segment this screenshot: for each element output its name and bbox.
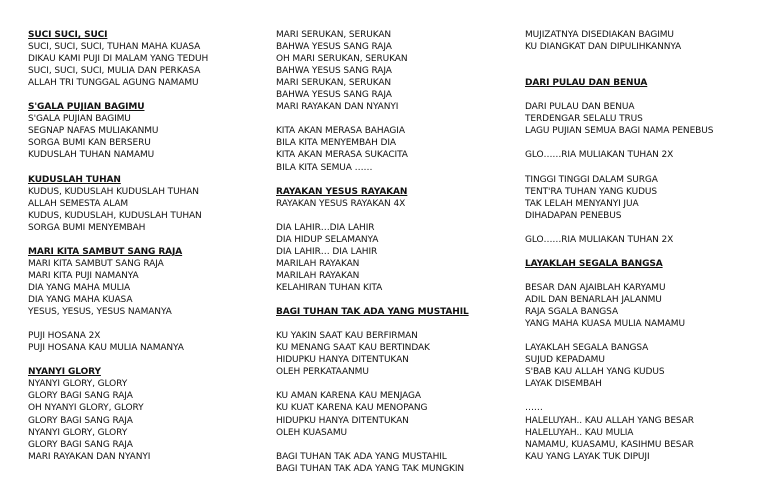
lyric-line: BAHWA YESUS SANG RAJA — [276, 42, 392, 53]
song-title: SUCI SUCI, SUCI — [28, 30, 108, 40]
lyric-line: …… — [525, 403, 543, 414]
lyric-line: HIDUPKU HANYA DITENTUKAN — [276, 355, 409, 366]
lyric-line: OH MARI SERUKAN, SERUKAN — [276, 54, 408, 65]
lyric-line: MARI KITA PUJI NAMANYA — [28, 270, 139, 281]
lyric-line: HALELUYAH.. KAU ALLAH YANG BESAR — [525, 415, 694, 426]
blank-line — [28, 318, 273, 330]
lyric-line: NYANYI GLORY, GLORY — [28, 427, 128, 438]
lyric-line: SUCI, SUCI, SUCI, MULIA DAN PERKASA — [28, 66, 201, 77]
lyric-line: MARI RAYAKAN DAN NYANYI — [276, 102, 399, 113]
blank-line — [28, 89, 273, 101]
lyric-line: SUJUD KEPADAMU — [525, 355, 605, 366]
blank-line — [525, 222, 765, 234]
lyric-line: DIHADAPAN PENEBUS — [525, 210, 622, 221]
lyric-line: YESUS, YESUS, YESUS NAMANYA — [28, 307, 172, 318]
lyric-line: NYANYI GLORY, GLORY — [28, 379, 128, 390]
blank-line — [525, 137, 765, 149]
blank-line — [525, 390, 765, 402]
blank-line — [525, 162, 765, 174]
lyric-line: GLO……RIA MULIAKAN TUHAN 2X — [525, 150, 674, 161]
lyric-line: KU KUAT KARENA KAU MENOPANG — [276, 403, 428, 414]
lyric-line: KUDUS, KUDUSLAH, KUDUSLAH TUHAN — [28, 210, 202, 221]
blank-line — [525, 89, 765, 101]
lyric-line: HIDUPKU HANYA DITENTUKAN — [276, 415, 409, 426]
lyric-line: KU DIANGKAT DAN DIPULIHKANNYA — [525, 42, 682, 53]
lyric-line: PUJI HOSANA KAU MULIA NAMANYA — [28, 343, 184, 354]
lyric-line: BILA KITA MENYEMBAH DIA — [276, 138, 396, 149]
lyric-line: DIA LAHIR… DIA LAHIR — [276, 246, 378, 257]
lyric-line: MARILAH RAYAKAN — [276, 258, 360, 269]
song-title: LAYAKLAH SEGALA BANGSA — [525, 258, 663, 269]
lyric-line: GLORY BAGI SANG RAJA — [28, 391, 133, 402]
lyric-line: OLEH KUASAMU — [276, 427, 348, 438]
lyric-line: DIA LAHIR…DIA LAHIR — [276, 222, 375, 233]
blank-line — [525, 53, 765, 65]
lyric-line: KAU YANG LAYAK TUK DIPUJI — [525, 451, 650, 462]
lyric-line: BESAR DAN AJAIBLAH KARYAMU — [525, 282, 666, 293]
lyric-line: BAHWA YESUS SANG RAJA — [276, 66, 392, 77]
blank-line — [276, 318, 521, 330]
lyric-line: ALLAH SEMESTA ALAM — [28, 198, 129, 209]
lyric-line: KU AMAN KARENA KAU MENJAGA — [276, 391, 421, 402]
blank-line — [525, 246, 765, 258]
lyric-line: OH NYANYI GLORY, GLORY — [28, 403, 144, 414]
blank-line — [525, 330, 765, 342]
lyric-line: RAYAKAN YESUS RAYAKAN 4X — [276, 198, 406, 209]
lyric-line: GLO……RIA MULIAKAN TUHAN 2X — [525, 234, 674, 245]
lyric-line: DIA HIDUP SELAMANYA — [276, 234, 379, 245]
lyric-line: KU YAKIN SAAT KAU BERFIRMAN — [276, 331, 418, 342]
lyric-line: RAJA SGALA BANGSA — [525, 307, 619, 318]
lyric-line: KELAHIRAN TUHAN KITA — [276, 282, 383, 293]
blank-line — [276, 378, 521, 390]
blank-line — [276, 439, 521, 451]
blank-line — [276, 210, 521, 222]
lyric-line: MARI SERUKAN, SERUKAN — [276, 30, 392, 40]
lyric-line: GLORY BAGI SANG RAJA — [28, 439, 133, 450]
lyric-line: LAGU PUJIAN SEMUA BAGI NAMA PENEBUS — [525, 126, 714, 137]
lyric-line: HALELUYAH.. KAU MULIA — [525, 427, 634, 438]
lyric-line: DIA YANG MAHA KUASA — [28, 295, 133, 306]
blank-line — [276, 174, 521, 186]
lyrics-column-3 — [525, 29, 765, 463]
lyric-line: MARI KITA SAMBUT SANG RAJA — [28, 258, 164, 269]
lyric-line: TENT'RA TUHAN YANG KUDUS — [525, 186, 657, 197]
lyric-line: KU MENANG SAAT KAU BERTINDAK — [276, 343, 430, 354]
song-title: MARI KITA SAMBUT SANG RAJA — [28, 246, 183, 257]
song-title: KUDUSLAH TUHAN — [28, 174, 121, 185]
lyrics-column-2 — [276, 29, 521, 475]
lyric-line: SORGA BUMI KAN BERSERU — [28, 138, 151, 149]
lyric-line: MUJIZATNYA DISEDIAKAN BAGIMU — [525, 30, 674, 40]
lyric-line: MARI SERUKAN, SERUKAN — [276, 78, 392, 89]
lyric-line: SEGNAP NAFAS MULIAKANMU — [28, 126, 159, 137]
song-title: DARI PULAU DAN BENUA — [525, 78, 648, 89]
blank-line — [525, 270, 765, 282]
lyric-line: DIA YANG MAHA MULIA — [28, 282, 131, 293]
lyric-line: ALLAH TRI TUNGGAL AGUNG NAMAMU — [28, 78, 199, 89]
lyric-line: BAGI TUHAN TAK ADA YANG MUSTAHIL — [276, 451, 447, 462]
blank-line — [28, 234, 273, 246]
lyric-line: BAHWA YESUS SANG RAJA — [276, 90, 392, 101]
lyric-line: LAYAKLAH SEGALA BANGSA — [525, 343, 649, 354]
lyric-line: S'BAB KAU ALLAH YANG KUDUS — [525, 367, 665, 378]
lyric-line: BILA KITA SEMUA …… — [276, 162, 373, 173]
song-title: RAYAKAN YESUS RAYAKAN — [276, 186, 408, 197]
lyric-line: OLEH PERKATAANMU — [276, 367, 369, 378]
lyric-line: DARI PULAU DAN BENUA — [525, 102, 635, 113]
song-title: S'GALA PUJIAN BAGIMU — [28, 102, 145, 113]
lyric-line: SORGA BUMI MENYEMBAH — [28, 222, 146, 233]
lyric-line: TERDENGAR SELALU TRUS — [525, 114, 643, 125]
lyric-line: SUCI, SUCI, SUCI, TUHAN MAHA KUASA — [28, 42, 201, 53]
lyric-line: ADIL DAN BENARLAH JALANMU — [525, 295, 662, 306]
blank-line — [525, 65, 765, 77]
blank-line — [276, 113, 521, 125]
lyric-line: DIKAU KAMI PUJI DI MALAM YANG TEDUH — [28, 54, 209, 65]
lyrics-column-1 — [28, 29, 273, 463]
lyric-line: TINGGI TINGGI DALAM SURGA — [525, 174, 658, 185]
lyric-line: BAGI TUHAN TAK ADA YANG TAK MUNGKIN — [276, 463, 465, 474]
lyric-line: LAYAK DISEMBAH — [525, 379, 602, 390]
song-title: NYANYI GLORY — [28, 367, 101, 378]
lyric-line: PUJI HOSANA 2X — [28, 331, 101, 342]
lyric-line: TAK LELAH MENYANYI JUA — [525, 198, 639, 209]
lyric-line: MARILAH RAYAKAN — [276, 270, 360, 281]
blank-line — [276, 294, 521, 306]
lyric-line: KITA AKAN MERASA SUKACITA — [276, 150, 408, 161]
lyric-line: NAMAMU, KUASAMU, KASIHMU BESAR — [525, 439, 694, 450]
lyric-line: KUDUS, KUDUSLAH KUDUSLAH TUHAN — [28, 186, 199, 197]
lyric-line: KITA AKAN MERASA BAHAGIA — [276, 126, 405, 137]
lyric-line: S'GALA PUJIAN BAGIMU — [28, 114, 131, 125]
lyric-line: KUDUSLAH TUHAN NAMAMU — [28, 150, 155, 161]
lyric-line: MARI RAYAKAN DAN NYANYI — [28, 451, 151, 462]
blank-line — [28, 162, 273, 174]
blank-line — [28, 354, 273, 366]
lyric-line: YANG MAHA KUASA MULIA NAMAMU — [525, 319, 685, 330]
lyric-line: GLORY BAGI SANG RAJA — [28, 415, 133, 426]
song-title: BAGI TUHAN TAK ADA YANG MUSTAHIL — [276, 307, 469, 318]
